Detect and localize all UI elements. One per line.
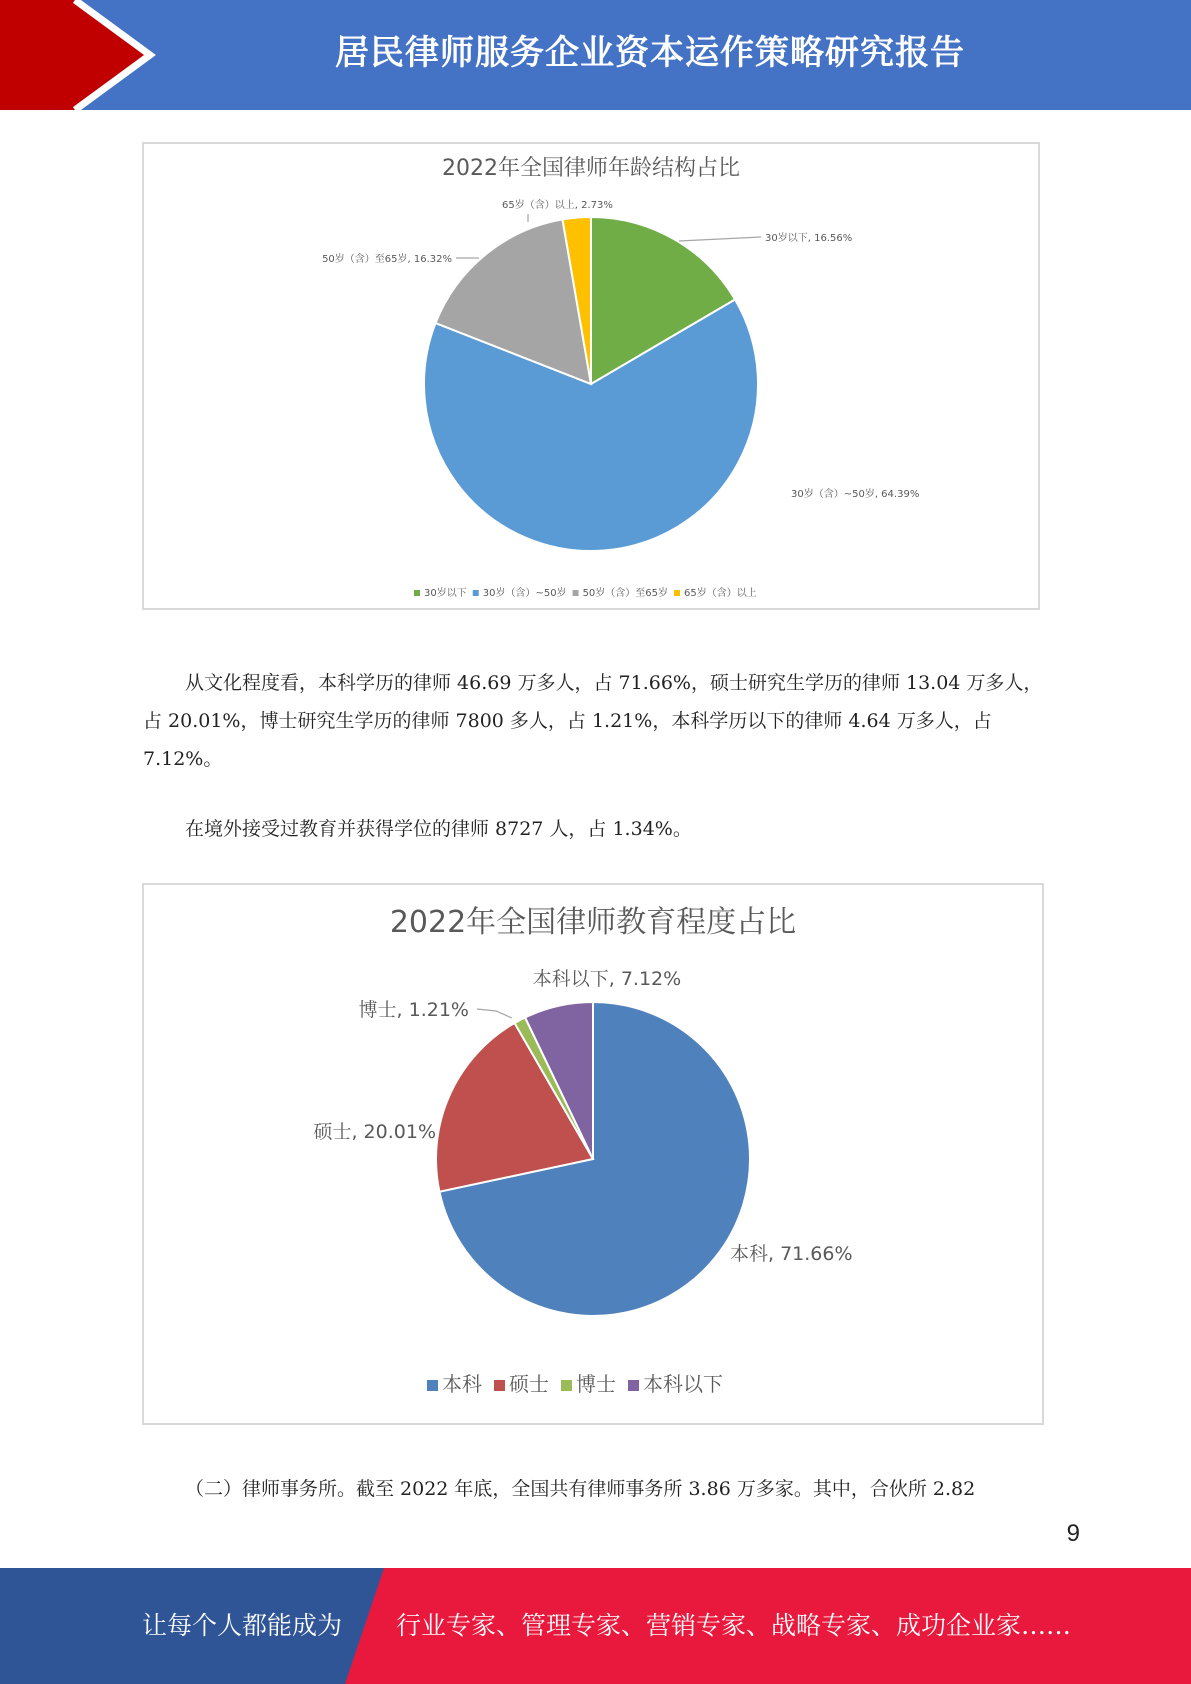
legend-swatch [573,590,579,596]
education-pie-svg [144,885,1042,1423]
leader-line [477,1009,512,1018]
page-header [0,0,1191,110]
chart-title: 2022年全国律师年龄结构占比 [442,156,740,181]
footer-slogan-left: 让每个人都能成为 [142,1611,343,1640]
law-firm-paragraph: （二）律师事务所。截至 2022 年底，全国共有律师事务所 3.86 万多家。其中，合伙所 2.82 [185,1478,976,1500]
legend-item: 本科 [442,1372,482,1396]
legend-item: 30岁以下 [424,588,467,599]
footer-slogan-right: 行业专家、管理专家、营销专家、战略专家、成功企业家…… [396,1611,1072,1640]
data-label: 65岁（含）以上, 2.73% [502,200,613,211]
data-label: 50岁（含）至65岁, 16.32% [322,254,452,265]
legend-swatch [473,590,479,596]
legend-item: 30岁（含）~50岁 [482,588,567,599]
data-label: 本科, 71.66% [730,1243,853,1265]
data-label: 本科以下, 7.12% [532,968,682,990]
legend-item: 50岁（含）至65岁 [582,588,669,599]
legend-item: 博士 [576,1372,616,1396]
data-label: 30岁以下, 16.56% [765,233,853,244]
legend-swatch [628,1380,639,1391]
legend-item: 硕士 [509,1372,549,1396]
age-structure-chart [142,142,1040,610]
education-paragraph: 从文化程度看，本科学历的律师 46.69 万多人，占 71.66%，硕士研究生学历的律师 13.04 万多人，占 20.01%，博士研究生学历的律师 7800 多人，占 1.21%，本科学历以下的律师 4.64 万多人，占 7.12%。 [143,672,1043,770]
data-label: 博士, 1.21% [358,999,469,1021]
legend-item: 65岁（含）以上 [684,588,757,599]
report-title: 居民律师服务企业资本运作策略研究报告 [335,33,965,73]
age-pie-svg [144,144,1038,608]
data-label: 硕士, 20.01% [313,1121,436,1143]
page-footer [0,1568,1191,1684]
legend-swatch [427,1380,438,1391]
legend-swatch [414,590,420,596]
leader-line [679,237,761,241]
chart-title: 2022年全国律师教育程度占比 [389,905,797,940]
legend-item: 本科以下 [643,1372,723,1396]
legend-swatch [674,590,680,596]
overseas-education-paragraph: 在境外接受过教育并获得学位的律师 8727 人，占 1.34%。 [185,818,692,840]
education-chart [142,883,1044,1425]
page-number: 9 [1066,1520,1080,1547]
legend-swatch [494,1380,505,1391]
data-label: 30岁（含）~50岁, 64.39% [791,489,920,500]
legend-swatch [561,1380,572,1391]
